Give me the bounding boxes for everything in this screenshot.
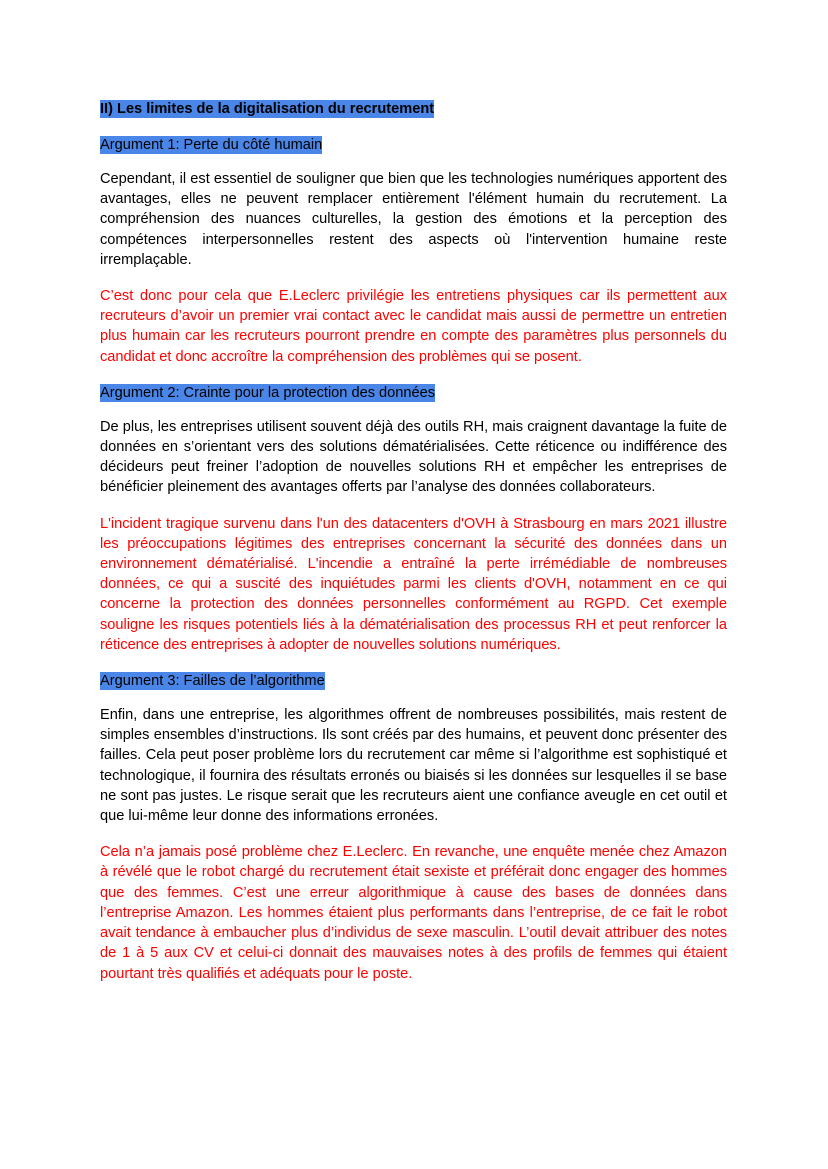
section-title-text: II) Les limites de la digitalisation du recrutement — [100, 101, 435, 117]
argument-3-example: Cela n’a jamais posé problème chez E.Leclerc. En revanche, une enquête menée chez Amazon à révélé que le robot chargé du recrutement était sexiste et préférait donc engager des hommes que des femmes. C’est une erreur algorithmique à cause des bases de données dans l’entreprise Amazon. Les hommes étaient plus performants dans l’entreprise, de ce fait le robot avait tendance à embaucher plus d’individus de sexe masculin. L’outil devait attribuer des notes de 1 à 5 aux CV et celui-ci donnait des mauvaises notes à des profils de femmes qui étaient pourtant très qualifiés et adéquats pour le poste. — [100, 844, 727, 982]
argument-3-paragraph: Enfin, dans une entreprise, les algorithmes offrent de nombreuses possibilités, mais restent de simples ensembles d’instructions. Ils sont créés par des humains, et peuvent donc présenter des failles. Cela peut poser problème lors du recrutement car même si l’algorithme est sophistiqué et technologique, il fournira des résultats erronés ou biaisés si les données sur lesquelles il se base ne sont pas justes. Le risque serait que les recruteurs aient une confiance aveugle en cet outil et que lui-même leur donne des informations erronées. — [100, 707, 727, 825]
document-content — [100, 99, 727, 1000]
argument-3-heading-text: Argument 3: Failles de l’algorithme — [100, 673, 325, 690]
argument-1-heading — [100, 135, 727, 155]
argument-1-example: C’est donc pour cela que E.Leclerc privilégie les entretiens physiques car ils permettent aux recruteurs d’avoir un premier vrai contact avec le candidat mais aussi de permettre un entretien plus humain car les recruteurs pourront prendre en compte des paramètres plus personnels du candidat et donc accroître la compréhension des problèmes qui se posent. — [100, 288, 727, 365]
section-title — [100, 99, 727, 119]
argument-3-heading — [100, 671, 727, 691]
argument-2-example: L'incident tragique survenu dans l'un des datacenters d'OVH à Strasbourg en mars 2021 illustre les préoccupations légitimes des entreprises concernant la sécurité des données dans un environnement dématérialisé. L'incendie a entraîné la perte irrémédiable de nombreuses données, ce qui a suscité des inquiétudes parmi les clients d'OVH, notamment en ce qui concerne la protection des données personnelles conformément au RGPD. Cet exemple souligne les risques potentiels liés à la dématérialisation des processus RH et peut renforcer la réticence des entreprises à adopter de nouvelles solutions numériques. — [100, 515, 727, 653]
argument-2-paragraph: De plus, les entreprises utilisent souvent déjà des outils RH, mais craignent davantage la fuite de données en s’orientant vers des solutions dématérialisées. Cette réticence ou indifférence des décideurs peut freiner l’adoption de nouvelles solutions RH et empêcher les entreprises de bénéficier pleinement des avantages offerts par l’analyse des données collaborateurs. — [100, 418, 727, 496]
argument-1-paragraph: Cependant, il est essentiel de souligner que bien que les technologies numériques apportent des avantages, elles ne peuvent remplacer entièrement l'élément humain du recrutement. La compréhension des nuances culturelles, la gestion des émotions et la perception des compétences interpersonnelles restent des aspects où l'intervention humaine reste irremplaçable. — [100, 171, 727, 268]
argument-2-heading-text: Argument 2: Crainte pour la protection des données — [100, 384, 436, 401]
argument-2-heading — [100, 383, 727, 403]
argument-1-heading-text: Argument 1: Perte du côté humain — [100, 137, 323, 153]
